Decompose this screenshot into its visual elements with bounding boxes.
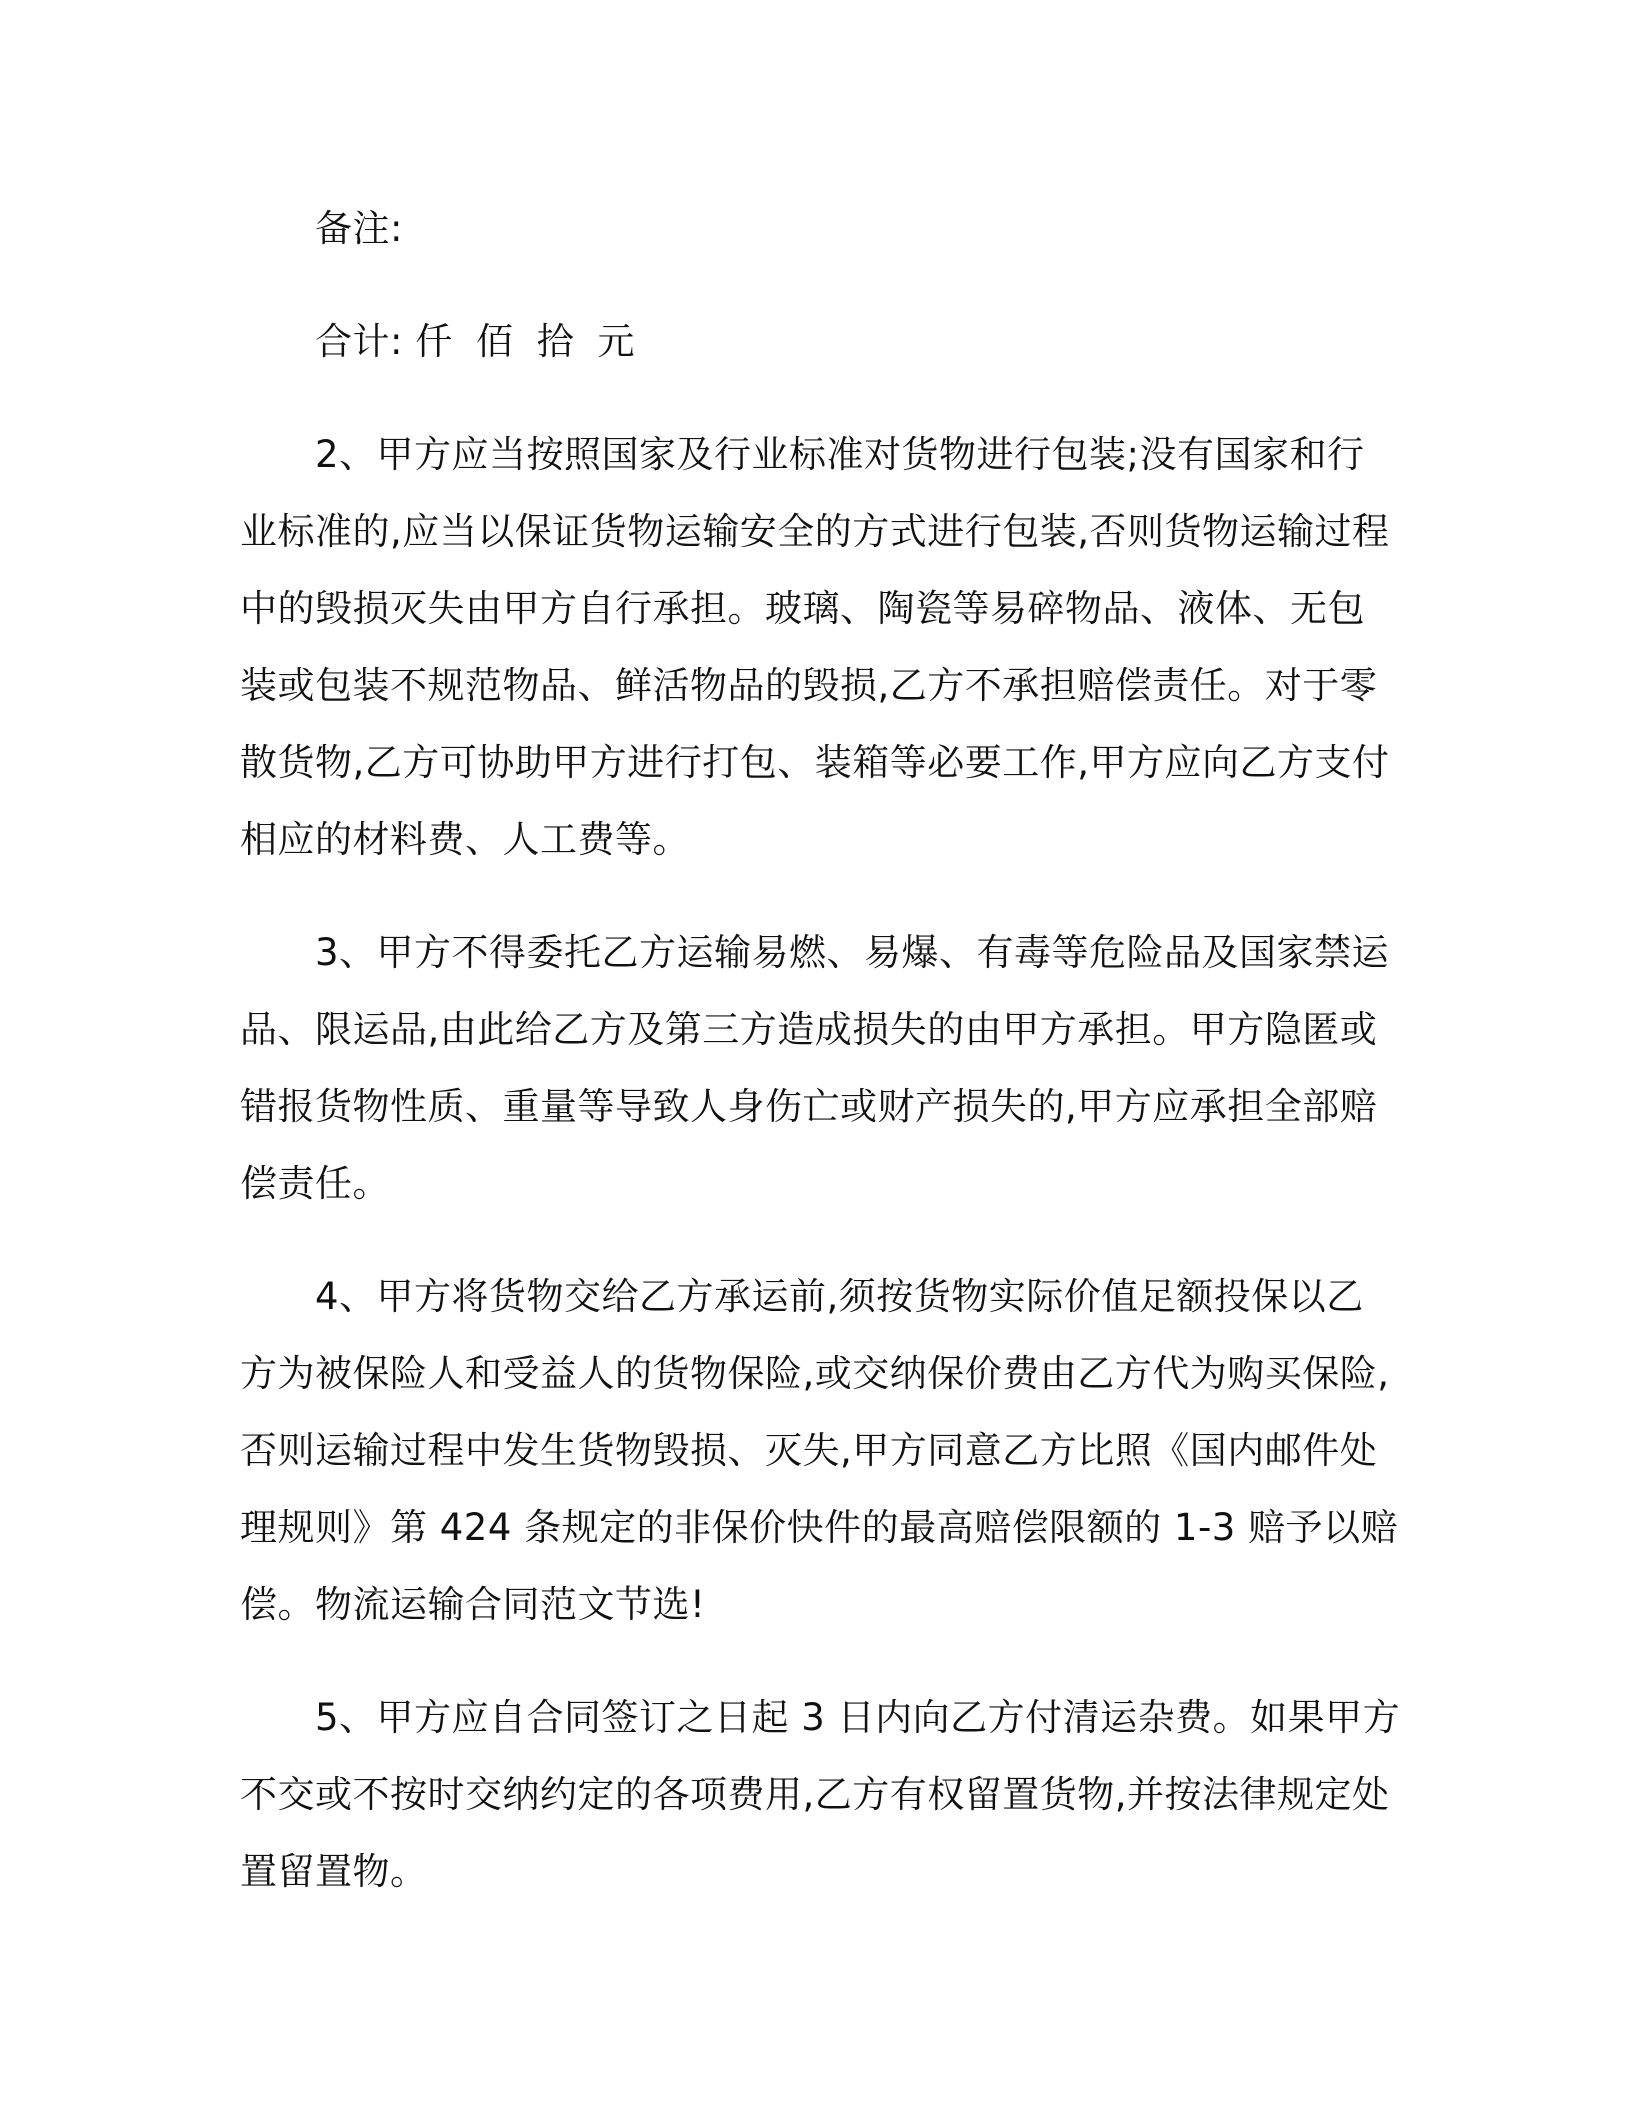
clause-line: 不交或不按时交纳约定的各项费用,乙方有权留置货物,并按法律规定处 <box>240 1773 1390 1816</box>
clause-line: 错报货物性质、重量等导致人身伤亡或财产损失的,甲方应承担全部赔 <box>240 1085 1378 1128</box>
clause-line: 偿责任。 <box>240 1162 390 1205</box>
clause-line: 方为被保险人和受益人的货物保险,或交纳保价费由乙方代为购买保险, <box>240 1352 1390 1395</box>
clause-line: 品、限运品,由此给乙方及第三方造成损失的由甲方承担。甲方隐匿或 <box>240 1008 1378 1051</box>
clause-2 <box>240 416 1390 878</box>
clause-line: 置留置物。 <box>240 1850 428 1893</box>
clause-line: 业标准的,应当以保证货物运输安全的方式进行包装,否则货物运输过程 <box>240 510 1390 553</box>
clause-line: 否则运输过程中发生货物毁损、灭失,甲方同意乙方比照《国内邮件处 <box>240 1429 1378 1472</box>
total-amount: 仟 佰 拾 元 <box>415 320 641 363</box>
clause-line: 偿。物流运输合同范文节选! <box>240 1583 706 1626</box>
total-label: 合计: <box>315 320 403 363</box>
clause-line: 3、甲方不得委托乙方运输易燃、易爆、有毒等危险品及国家禁运 <box>315 931 1390 974</box>
clause-line: 相应的材料费、人工费等。 <box>240 818 690 861</box>
clause-line: 5、甲方应自合同签订之日起 3 日内向乙方付清运杂费。如果甲方 <box>315 1696 1401 1739</box>
remark-line <box>240 190 1380 267</box>
clause-4 <box>240 1258 1399 1643</box>
clause-line: 散货物,乙方可协助甲方进行打包、装箱等必要工作,甲方应向乙方支付 <box>240 741 1390 784</box>
clause-5 <box>240 1679 1401 1910</box>
total-line <box>240 303 1380 380</box>
clause-line: 中的毁损灭失由甲方自行承担。玻璃、陶瓷等易碎物品、液体、无包 <box>240 587 1365 630</box>
clause-line: 理规则》第 424 条规定的非保价快件的最高赔偿限额的 1-3 赔予以赔 <box>240 1506 1399 1549</box>
clause-3 <box>240 914 1390 1222</box>
clause-line: 2、甲方应当按照国家及行业标准对货物进行包装;没有国家和行 <box>315 433 1365 476</box>
clause-line: 装或包装不规范物品、鲜活物品的毁损,乙方不承担赔偿责任。对于零 <box>240 664 1378 707</box>
clause-line: 4、甲方将货物交给乙方承运前,须按货物实际价值足额投保以乙 <box>315 1275 1364 1318</box>
remark-label: 备注: <box>315 207 403 250</box>
document-body <box>240 190 1401 1946</box>
